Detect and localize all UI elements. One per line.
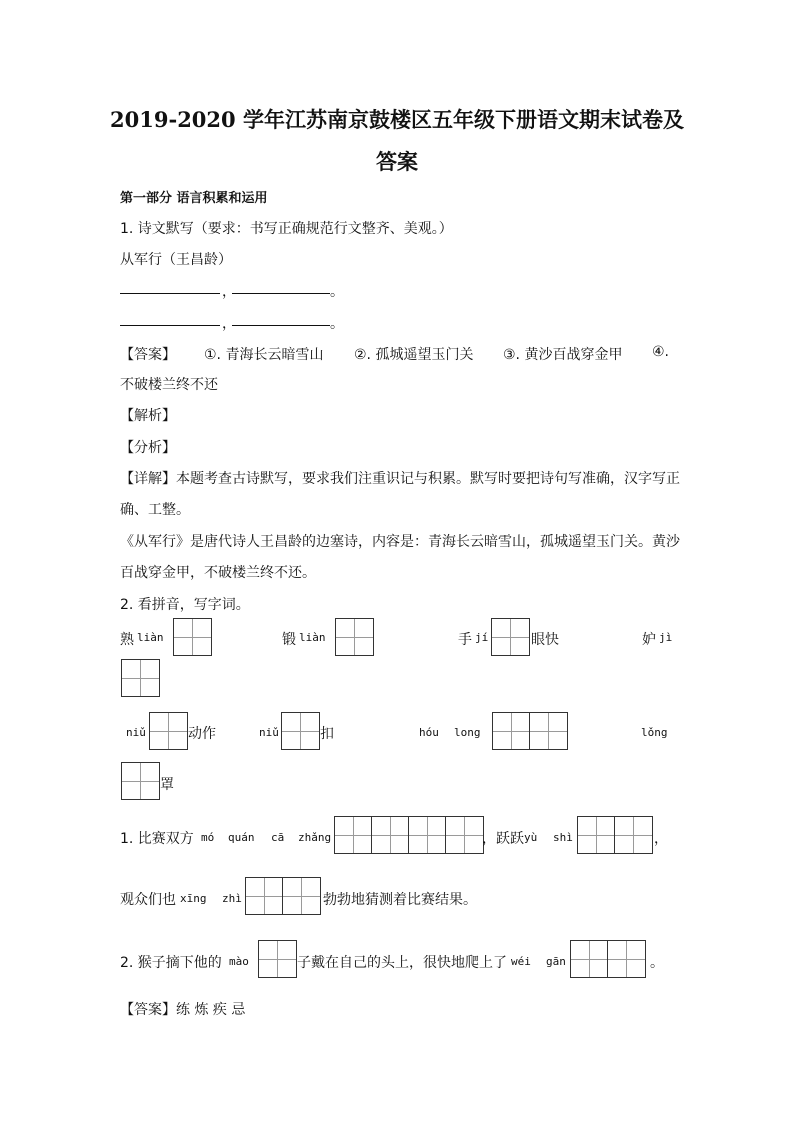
analysis-label: 【解析】 bbox=[120, 408, 176, 424]
char-text: 妒 bbox=[642, 632, 656, 648]
pinyin: lǒng bbox=[641, 726, 668, 739]
sentence-text: 勃勃地猜测着比赛结果。 bbox=[323, 892, 477, 908]
section-heading: 第一部分 语言积累和运用 bbox=[120, 191, 268, 206]
writing-grid[interactable] bbox=[491, 618, 530, 656]
writing-grid[interactable] bbox=[570, 940, 646, 978]
char-text: 锻 bbox=[282, 632, 296, 648]
char-text: 眼快 bbox=[531, 632, 559, 648]
char-text: 手 bbox=[458, 632, 472, 648]
fenxi-label: 【分析】 bbox=[120, 440, 176, 456]
sentence-text: 子戴在自己的头上，很快地爬上了 bbox=[297, 955, 507, 971]
period: 。 bbox=[330, 316, 344, 332]
char-text: 罩 bbox=[160, 777, 174, 793]
answer-item: ②. 孤城遥望玉门关 bbox=[354, 347, 474, 363]
writing-grid[interactable] bbox=[334, 816, 484, 854]
pinyin: mó bbox=[201, 831, 215, 844]
pinyin: shì bbox=[553, 831, 573, 844]
answer-item: ③. 黄沙百战穿金甲 bbox=[503, 347, 623, 363]
pinyin: gān bbox=[546, 955, 566, 968]
writing-grid[interactable] bbox=[121, 659, 160, 697]
sentence-text: 。 bbox=[650, 955, 664, 971]
comma: ， bbox=[222, 316, 236, 332]
writing-grid[interactable] bbox=[281, 712, 320, 750]
blank-line[interactable] bbox=[120, 325, 220, 326]
pinyin: long bbox=[454, 726, 481, 739]
answer-continuation: 不破楼兰终不还 bbox=[120, 377, 218, 393]
writing-grid[interactable] bbox=[577, 816, 653, 854]
writing-grid[interactable] bbox=[245, 877, 321, 915]
q1-poem-title: 从军行（王昌龄） bbox=[120, 252, 232, 268]
pinyin: quán bbox=[228, 831, 255, 844]
sentence-text: 观众们也 bbox=[120, 892, 176, 908]
pinyin: liàn bbox=[137, 631, 164, 644]
detail-text: 【详解】本题考查古诗默写，要求我们注重识记与积累。默写时要把诗句写准确，汉字写正 bbox=[120, 471, 680, 487]
blank-line[interactable] bbox=[232, 293, 330, 294]
pinyin: xīng bbox=[180, 892, 207, 905]
pinyin: zhì bbox=[222, 892, 242, 905]
pinyin: hóu bbox=[419, 726, 439, 739]
detail-text: 百战穿金甲，不破楼兰终不还。 bbox=[120, 565, 316, 581]
pinyin: liàn bbox=[299, 631, 326, 644]
pinyin: wéi bbox=[511, 955, 531, 968]
q2-prompt: 2. 看拼音，写字词。 bbox=[120, 597, 250, 613]
sentence-text: ，跃跃 bbox=[482, 831, 524, 847]
writing-grid[interactable] bbox=[173, 618, 212, 656]
answer-item: ④. bbox=[652, 344, 670, 360]
sentence-text: 2. 猴子摘下他的 bbox=[120, 955, 222, 971]
period: 。 bbox=[330, 284, 344, 300]
pinyin: niǔ bbox=[126, 726, 146, 739]
comma: ， bbox=[222, 284, 236, 300]
answer-label: 【答案】 bbox=[120, 347, 176, 363]
writing-grid[interactable] bbox=[492, 712, 568, 750]
page-title-line1: 2019-2020 学年江苏南京鼓楼区五年级下册语文期末试卷及 bbox=[110, 107, 684, 132]
sentence-text: ， bbox=[654, 831, 668, 847]
sentence-text: 1. 比赛双方 bbox=[120, 831, 194, 847]
q1-prompt: 1. 诗文默写（要求：书写正确规范行文整齐、美观。） bbox=[120, 221, 453, 237]
writing-grid[interactable] bbox=[335, 618, 374, 656]
answer-item: ①. 青海长云暗雪山 bbox=[204, 347, 324, 363]
pinyin: niǔ bbox=[259, 726, 279, 739]
writing-grid[interactable] bbox=[258, 940, 297, 978]
pinyin: yù bbox=[524, 831, 538, 844]
blank-line[interactable] bbox=[232, 325, 330, 326]
pinyin: zhǎng bbox=[298, 831, 332, 844]
pinyin: jí bbox=[475, 631, 489, 644]
blank-line[interactable] bbox=[120, 293, 220, 294]
detail-text: 《从军行》是唐代诗人王昌龄的边塞诗，内容是：青海长云暗雪山，孤城遥望玉门关。黄沙 bbox=[120, 534, 680, 550]
writing-grid[interactable] bbox=[121, 762, 160, 800]
char-text: 扣 bbox=[320, 726, 334, 742]
page-title-line2: 答案 bbox=[376, 149, 418, 174]
writing-grid[interactable] bbox=[149, 712, 188, 750]
pinyin: mào bbox=[229, 955, 249, 968]
char-text: 动作 bbox=[188, 726, 216, 742]
pinyin: jì bbox=[659, 631, 673, 644]
pinyin: cā bbox=[271, 831, 285, 844]
answer-line: 【答案】练 炼 疾 忌 bbox=[120, 1002, 246, 1018]
char-text: 熟 bbox=[120, 632, 134, 648]
detail-text: 确、工整。 bbox=[120, 502, 190, 518]
